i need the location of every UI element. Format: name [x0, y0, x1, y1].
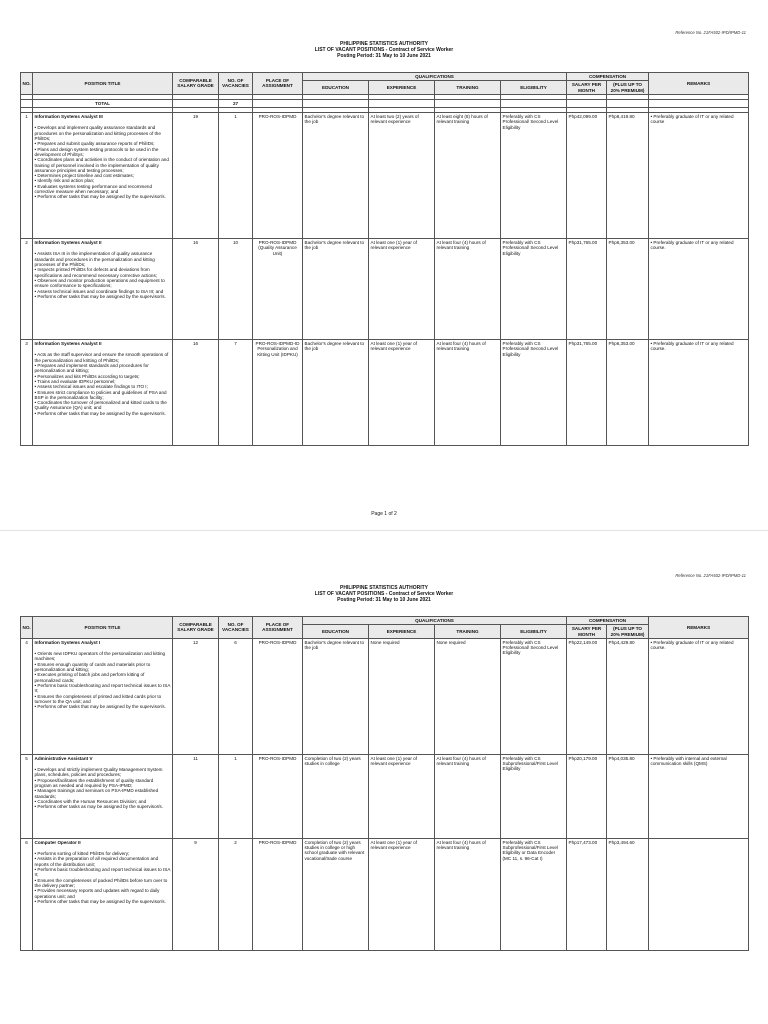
- experience: At least two (2) years of relevant experience: [369, 113, 435, 239]
- reference-number: Reference No. 21FA502-IPD/IPMD-11: [675, 573, 746, 578]
- salary-grade: 16: [173, 239, 219, 340]
- salary-grade: 12: [173, 638, 219, 754]
- col-position-title: POSITION TITLE: [33, 73, 173, 95]
- org-name: PHILIPPINE STATISTICS AUTHORITY: [340, 585, 428, 591]
- page-number: Page 1 of 2: [371, 511, 397, 517]
- position-cell: [33, 638, 173, 754]
- col-premium: (PLUS UP TO 20% PREMIUM): [607, 625, 649, 639]
- salary-grade: 16: [173, 340, 219, 446]
- education: Completion of two (2) years studies in college: [303, 754, 369, 838]
- col-experience: EXPERIENCE: [369, 81, 435, 95]
- col-salary-grade: COMPARABLE SALARY GRADE: [173, 617, 219, 639]
- experience: At least one (1) year of relevant experience: [369, 239, 435, 340]
- table-header-row: [21, 617, 749, 625]
- col-qualifications: QUALIFICATIONS: [303, 617, 567, 625]
- experience: At least one (1) year of relevant experience: [369, 340, 435, 446]
- position-title: Information Systems Analyst II: [34, 240, 102, 246]
- col-training: TRAINING: [435, 625, 501, 639]
- education: Bachelor's degree relevant to the job: [303, 239, 369, 340]
- place-of-assignment: PRO-ROS-IDPMD: [253, 638, 303, 754]
- experience: At least one (1) year of relevant experience: [369, 838, 435, 950]
- col-qualifications: QUALIFICATIONS: [303, 73, 567, 81]
- document-header: [0, 41, 768, 60]
- table-row: [21, 754, 749, 838]
- col-place: PLACE OF ASSIGNMENT: [253, 73, 303, 95]
- premium: Php4,035.80: [607, 754, 649, 838]
- position-title: Information Systems Analyst III: [34, 114, 103, 120]
- col-compensation: COMPENSATION: [567, 617, 649, 625]
- eligibility: Preferably with CS Subprofessional/First Level Eligibility or Data Encoder (MC 11, s. 96-Cat I): [501, 838, 567, 950]
- vacancies: 1: [219, 754, 253, 838]
- remarks: • Preferably graduate of IT or any related course.: [649, 638, 749, 754]
- position-cell: [33, 838, 173, 950]
- posting-period: Posting Period: 31 May to 10 June 2021: [337, 53, 431, 60]
- place-of-assignment: PRO-ROS-IDPMD: [253, 754, 303, 838]
- vacancies: 10: [219, 239, 253, 340]
- row-no: 2: [21, 239, 33, 340]
- place-of-assignment: PRO-ROS-IDPMD (Quality Assurance Unit): [253, 239, 303, 340]
- salary: Php31,765.00: [567, 340, 607, 446]
- total-label: TOTAL: [33, 99, 173, 107]
- position-duties: • Develops and implement quality assurance standards and procedures on the personalization and kitting processes of the PhilIDs; • Prepares and submit quality assurance reports of PhilIDs; • Plans and design system testing protocols to be used in the development of PhilSys; • Coordinates plans and activities in the conduct of orientation and training of personnel involved in the implementation of quality assurance principles and testing processes; • Determines project timeline and cost estimates; • Identify risk and action plan; • Evaluates systems testing performance and recommend corrective measure when necessary; and • Performs other tasks that may be assigned by the supervisor/s.: [34, 125, 169, 200]
- place-of-assignment: PRO-ROS-IDPMD: [253, 838, 303, 950]
- col-premium: (PLUS UP TO 20% PREMIUM): [607, 81, 649, 95]
- premium: Php4,429.80: [607, 638, 649, 754]
- vacancies-table: [20, 616, 749, 951]
- vacancies: 6: [219, 638, 253, 754]
- table-row: [21, 113, 749, 239]
- col-position-title: POSITION TITLE: [33, 617, 173, 639]
- place-of-assignment: PRO-ROS-IDPMD: [253, 113, 303, 239]
- org-name: PHILIPPINE STATISTICS AUTHORITY: [340, 41, 428, 47]
- col-salary: SALARY PER MONTH: [567, 625, 607, 639]
- eligibility: Preferably with CS Subprofessional/First Level Eligibility: [501, 754, 567, 838]
- premium: Php8,419.80: [607, 113, 649, 239]
- vacancies: 1: [219, 113, 253, 239]
- total-value: 27: [219, 99, 253, 107]
- table-header-row: [21, 73, 749, 81]
- eligibility: Preferably with CS Professional/ Second Level Eligibility: [501, 239, 567, 340]
- col-vacancies: NO. OF VACANCIES: [219, 617, 253, 639]
- vacancies: 7: [219, 340, 253, 446]
- col-salary: SALARY PER MONTH: [567, 81, 607, 95]
- col-vacancies: NO. OF VACANCIES: [219, 73, 253, 95]
- table-row: [21, 340, 749, 446]
- training: At least four (4) hours of relevant training: [435, 838, 501, 950]
- experience: At least one (1) year of relevant experience: [369, 754, 435, 838]
- premium: Php6,353.00: [607, 340, 649, 446]
- row-no: 3: [21, 340, 33, 446]
- col-experience: EXPERIENCE: [369, 625, 435, 639]
- education: Bachelor's degree relevant to the job: [303, 638, 369, 754]
- salary: Php31,765.00: [567, 239, 607, 340]
- col-eligibility: ELIGIBILITY: [501, 81, 567, 95]
- training: At least four (4) hours of relevant training: [435, 239, 501, 340]
- remarks: • Preferably graduate of IT or any related course: [649, 113, 749, 239]
- vacancies: 2: [219, 838, 253, 950]
- position-cell: [33, 113, 173, 239]
- education: Bachelor's degree relevant to the job: [303, 113, 369, 239]
- remarks: • Preferably with internal and external communication skills (QMS): [649, 754, 749, 838]
- training: At least eight (8) hours of relevant training: [435, 113, 501, 239]
- vacancies-table: [20, 72, 749, 446]
- total-row: [21, 99, 749, 107]
- salary-grade: 19: [173, 113, 219, 239]
- col-no: NO.: [21, 73, 33, 95]
- col-salary-grade: COMPARABLE SALARY GRADE: [173, 73, 219, 95]
- remarks: [649, 838, 749, 950]
- row-no: 4: [21, 638, 33, 754]
- education: Bachelor's degree relevant to the job: [303, 340, 369, 446]
- premium: Php6,353.00: [607, 239, 649, 340]
- position-duties: • Orients new IDPKU operators of the personalization and kitting machines; • Ensures enough quantity of cards and materials prior to personalization and kitting; • Executes printing of batch jobs and perform kitting of personalized cards; • Performs basic troubleshooting and report technical issues to ISA II; • Ensures the completeness of printed and kitted cards prior to turnover to the QA unit; and • Performs other tasks that may be assigned by the supervisor/s.: [34, 651, 171, 710]
- remarks: • Preferably graduate of IT or any related course.: [649, 239, 749, 340]
- education: Completion of two (2) years studies in college or high school graduate with relevant vocational/trade course: [303, 838, 369, 950]
- table-row: [21, 838, 749, 950]
- row-no: 6: [21, 838, 33, 950]
- col-no: NO.: [21, 617, 33, 639]
- salary: Php17,473.00: [567, 838, 607, 950]
- row-no: 5: [21, 754, 33, 838]
- position-title: Information Systems Analyst I: [34, 639, 101, 645]
- salary: Php22,149.00: [567, 638, 607, 754]
- table-row: [21, 239, 749, 340]
- document-page-2: [0, 536, 768, 1024]
- salary: Php42,099.00: [567, 113, 607, 239]
- position-duties: • Performs sorting of kitted PhilIDs for delivery; • Assists in the preparation of all required documentation and reports of the distribution unit; • Performs basic troubleshooting and report technical issues to ISA II; • Ensures the completeness of packed PhilIDs before turn over to the delivery partner; • Provides necessary reports and updates with regard to daily operations unit; and • Performs other tasks that may be assigned by the supervisor/s.: [34, 851, 171, 904]
- position-duties: • Assists ISA III in the implementation of quality assurance standards and procedures in the personalization and kitting processes of the PhilIDs; • Inspects printed PhilIDs for defects and deviations from specifications and recommend necessary corrective actions; • Observes and monitor production operations and equipment to ensure conformance to specifications; • Assess technical issues and coordinate findings to ISA III; and • Performs other tasks that may be assigned by the supervisor/s.: [34, 251, 166, 299]
- col-education: EDUCATION: [303, 625, 369, 639]
- row-no: 1: [21, 113, 33, 239]
- remarks: • Preferably graduate of IT or any related course.: [649, 340, 749, 446]
- eligibility: Preferably with CS Professional/ Second Level Eligibility: [501, 113, 567, 239]
- document-header: [0, 585, 768, 604]
- table-row: [21, 638, 749, 754]
- reference-number: Reference No. 21FA502-IPD/IPMD-11: [675, 30, 746, 35]
- position-cell: [33, 239, 173, 340]
- list-title: LIST OF VACANT POSITIONS - Contract of Service Worker: [314, 47, 454, 54]
- training: At least four (4) hours of relevant training: [435, 754, 501, 838]
- col-compensation: COMPENSATION: [567, 73, 649, 81]
- salary-grade: 11: [173, 754, 219, 838]
- place-of-assignment: PRO-ROS-IDPMD-ID Personalization and Kitting Unit (IDPKU): [253, 340, 303, 446]
- position-cell: [33, 340, 173, 446]
- col-remarks: REMARKS: [649, 73, 749, 95]
- premium: Php3,494.60: [607, 838, 649, 950]
- col-training: TRAINING: [435, 81, 501, 95]
- position-duties: • Acts as the staff supervisor and ensure the smooth operations of the personalization and kritting of PhilIDs; • Prepares and implement standards and procedures for personalization and kitting; • Personalizes and kits PhilIDs according to targets; • Trains and evaluate IDPKU personnel; • Assess technical issues and escalate findings to ITO I; • Ensures strict compliance to policies and guidelines of PSA and BSP in the personalization facility; • Coordinates the turnover of personalized and kitted cards to the Quality Assurance (QA) unit; and • Performs other tasks that may be assigned by the supervisor/s.: [34, 352, 169, 416]
- position-title: Computer Operator II: [34, 839, 81, 845]
- posting-period: Posting Period: 31 May to 10 June 2021: [337, 597, 431, 604]
- list-title: LIST OF VACANT POSITIONS - Contract of Service Worker: [314, 591, 454, 598]
- page-separator: [0, 530, 768, 531]
- position-title: Information Systems Analyst II: [34, 341, 102, 347]
- eligibility: Preferably with CS Professional/ Second Level Eligibility: [501, 638, 567, 754]
- col-education: EDUCATION: [303, 81, 369, 95]
- position-title: Administrative Assistant V: [34, 755, 93, 761]
- col-place: PLACE OF ASSIGNMENT: [253, 617, 303, 639]
- position-duties: • Develops and strictly implement Quality Management System plans, schedules, policies and procedures; • Proposes/facilitates the establishment of quality standard program as needed and required by PSA-IPMD; • Manages trainings and seminars on PSA-IPMD established standards; • Coordinates with the Human Resources Division; and • Performs other tasks as may be assigned by the supervisor/s.: [34, 767, 164, 810]
- salary: Php20,179.00: [567, 754, 607, 838]
- col-remarks: REMARKS: [649, 617, 749, 639]
- training: At least four (4) hours of relevant training: [435, 340, 501, 446]
- experience: None required: [369, 638, 435, 754]
- training: None required: [435, 638, 501, 754]
- col-eligibility: ELIGIBILITY: [501, 625, 567, 639]
- position-cell: [33, 754, 173, 838]
- salary-grade: 9: [173, 838, 219, 950]
- eligibility: Preferably with CS Professional/ Second Level Eligibility: [501, 340, 567, 446]
